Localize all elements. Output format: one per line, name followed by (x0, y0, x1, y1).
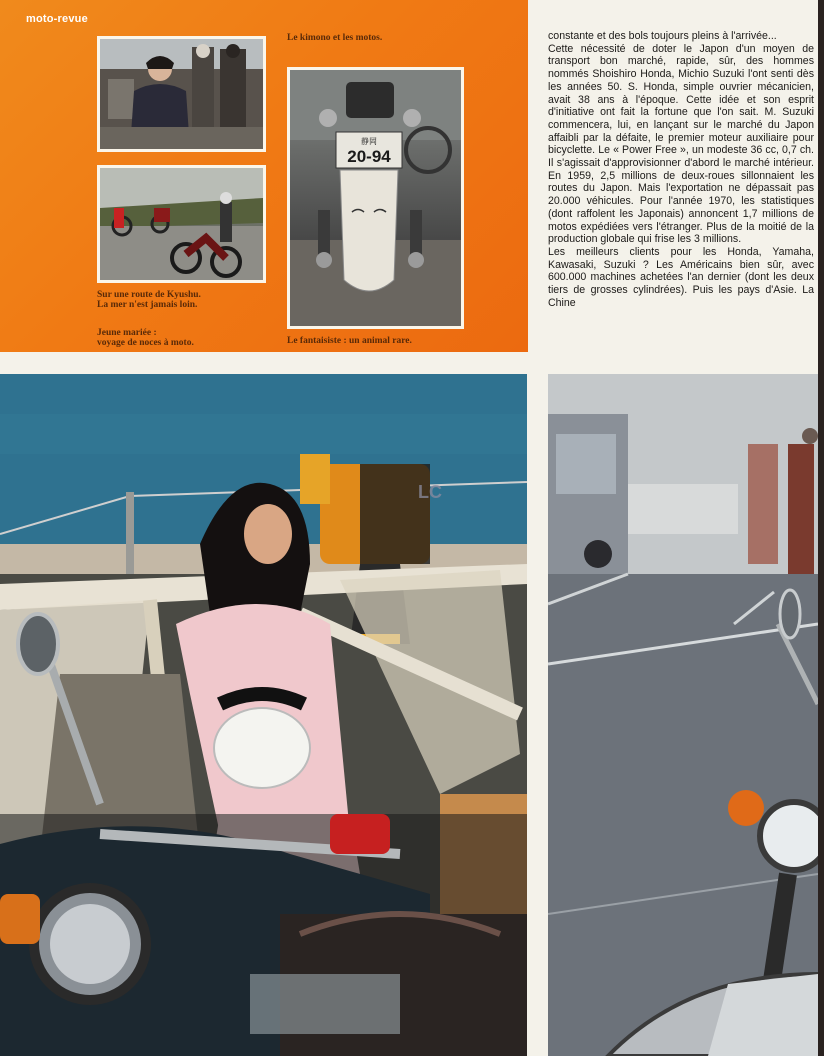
orange-photo-panel (0, 0, 528, 352)
caption-route-line1: Sur une route de Kyushu. (97, 290, 201, 300)
plate-top-text: 静岡 (361, 137, 377, 146)
article-text-column (548, 30, 814, 309)
plate-number-text: 20-94 (347, 147, 391, 166)
article-paragraph-2: Cette nécessité de doter le Japon d'un moyen de transport bon marché, rapide, sûr, des hommes nommés Shoishiro Honda, Michio Suzuki l'ont senti dès les années 50. S. Honda, simple ouvrier mécanicien, avait 38 ans à l'époque. Cette idée et son esprit d'initiative ont fait la fortune que l'on sait. M. Suzuki commencera, lui, en lançant sur le marché du Japon affaibli par la défaite, le premier moteur auxiliaire pour bicyclette. Le « Power Free », un modeste 36 cc, 0,7 ch. Il s'agissait d'approvisionner d'abord le marché intérieur. En 1959, 2,5 millions de deux-roues sillonnaient les routes du Japon. Mais l'exportation ne dépassait pas 20.000 véhicules. Pour l'année 1970, les statistiques (dont raffolent les Japonais) annoncent 1,7 millions de motos expédiées vers l'étranger. Plus de la moitié de la production globale qui frise les 3 millions. (548, 42, 814, 246)
photo-fantaisiste-bike (287, 67, 464, 329)
caption-kimono: Le kimono et les motos. (287, 33, 383, 43)
photo-misty-motorcycle (548, 374, 818, 1056)
article-paragraph-1: constante et des bols toujours pleins à l'arrivée... (548, 30, 777, 42)
caption-mariee-line1: Jeune mariée : (97, 328, 157, 338)
caption-route-line2: La mer n'est jamais loin. (97, 300, 198, 310)
watermark-logo-text: LC (418, 482, 442, 502)
photo-kimono-woman (97, 36, 266, 152)
caption-mariee-line2: voyage de noces à moto. (97, 338, 194, 348)
section-label: moto-revue (26, 13, 88, 25)
article-paragraph-3: Les meilleurs clients pour les Honda, Yamaha, Kawasaki, Suzuki ? Les Américains bien sûr, avec 600.000 machines achetées l'an dernier (dont les deux tiers de grosses cylindrées). Puis les pays d'Asie. La Chine (548, 245, 814, 309)
photo-woman-ferry (0, 374, 527, 1056)
photo-kyushu-road (97, 165, 266, 283)
page-edge-strip (818, 0, 824, 1056)
caption-fantaisiste: Le fantaisiste : un animal rare. (287, 336, 412, 346)
